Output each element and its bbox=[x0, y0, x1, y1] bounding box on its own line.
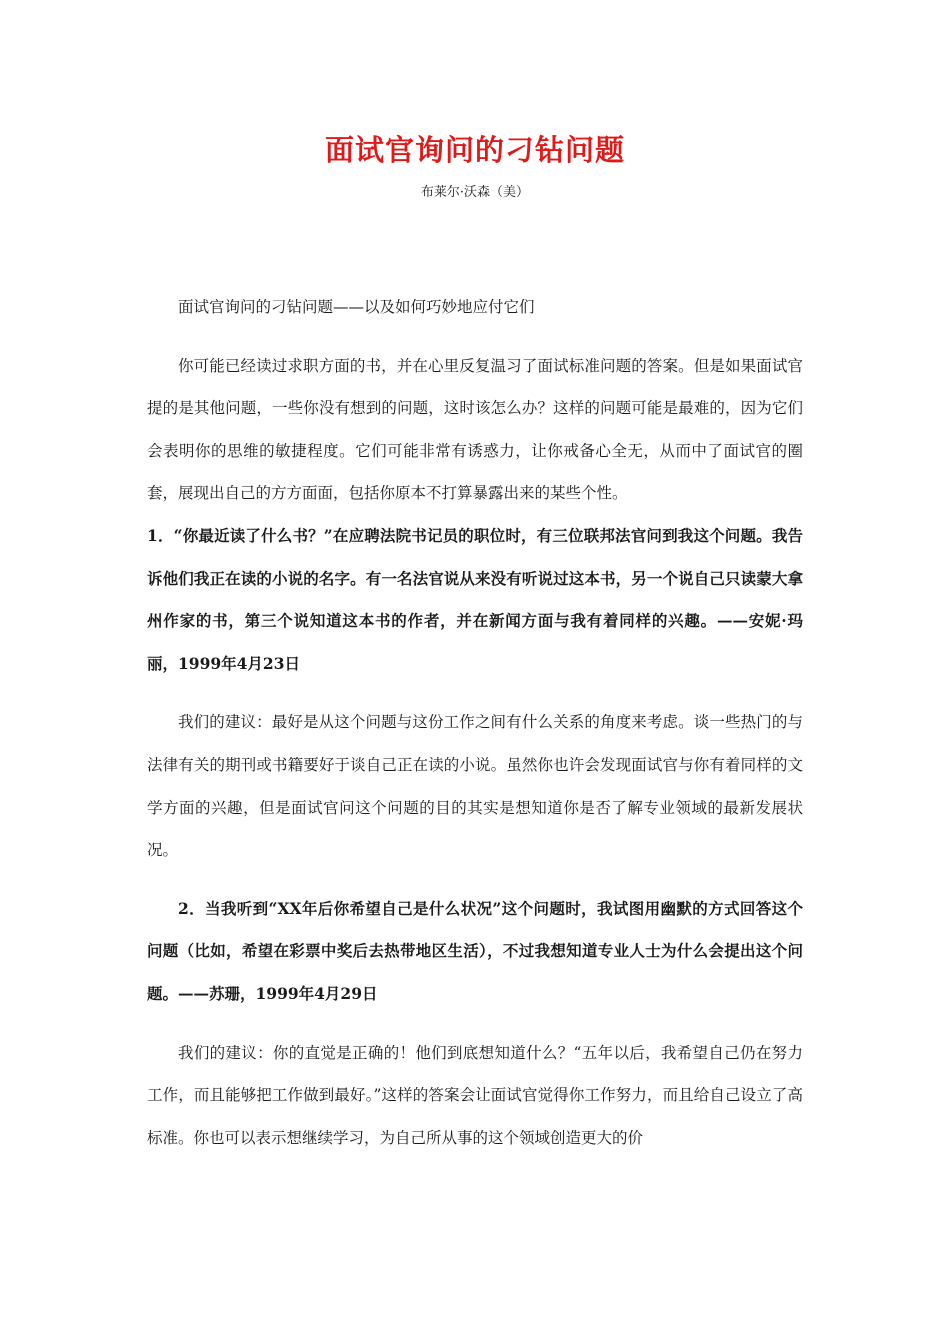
subtitle-paragraph: 面试官询问的刁钻问题——以及如何巧妙地应付它们 bbox=[178, 298, 535, 316]
answer-1-paragraph: 我们的建议：最好是从这个问题与这份工作之间有什么关系的角度来考虑。谈一些热门的与法律有关的期刊或书籍要好于谈自己正在读的小说。虽然你也许会发现面试官与你有着同样的文学方面的兴趣，但是面试官问这个问题的目的其实是想知道你是否了解专业领域的最新发展状况。 bbox=[147, 713, 803, 860]
spacer bbox=[147, 685, 803, 701]
spacer bbox=[147, 1016, 803, 1032]
question-2-paragraph: 2．当我听到“XX年后你希望自己是什么状况”这个问题时，我试图用幽默的方式回答这个问题（比如，希望在彩票中奖后去热带地区生活），不过我想知道专业人士为什么会提出这个问题。——苏珊，1999年4月29日 bbox=[147, 898, 803, 1003]
question-1-paragraph: 1．“你最近读了什么书？”在应聘法院书记员的职位时，有三位联邦法官问到我这个问题。我告诉他们我正在读的小说的名字。有一名法官说从来没有听说过这本书，另一个说自己只读蒙大拿州作家的书，第三个说知道这本书的作者，并在新闻方面与我有着同样的兴趣。——安妮·玛丽，1999年4月23日 bbox=[147, 525, 803, 673]
intro-paragraph: 你可能已经读过求职方面的书，并在心里反复温习了面试标准问题的答案。但是如果面试官提的是其他问题，一些你没有想到的问题，这时该怎么办？这样的问题可能是最难的，因为它们会表明你的思维的敏捷程度。它们可能非常有诱惑力，让你戒备心全无，从而中了面试官的圈套，展现出自己的方方面面，包括你原本不打算暴露出来的某些个性。 bbox=[147, 356, 803, 503]
spacer bbox=[147, 329, 803, 345]
spacer bbox=[147, 872, 803, 888]
document-author: 布莱尔·沃森（美） bbox=[420, 185, 530, 200]
document-body bbox=[147, 286, 803, 1159]
answer-2-paragraph: 我们的建议：你的直觉是正确的！他们到底想知道什么？“五年以后，我希望自己仍在努力工作，而且能够把工作做到最好。”这样的答案会让面试官觉得你工作努力，而且给自己设立了高标准。你也可以表示想继续学习，为自己所从事的这个领域创造更大的价 bbox=[147, 1043, 803, 1147]
document-title: 面试官询问的刁钻问题 bbox=[324, 133, 625, 167]
